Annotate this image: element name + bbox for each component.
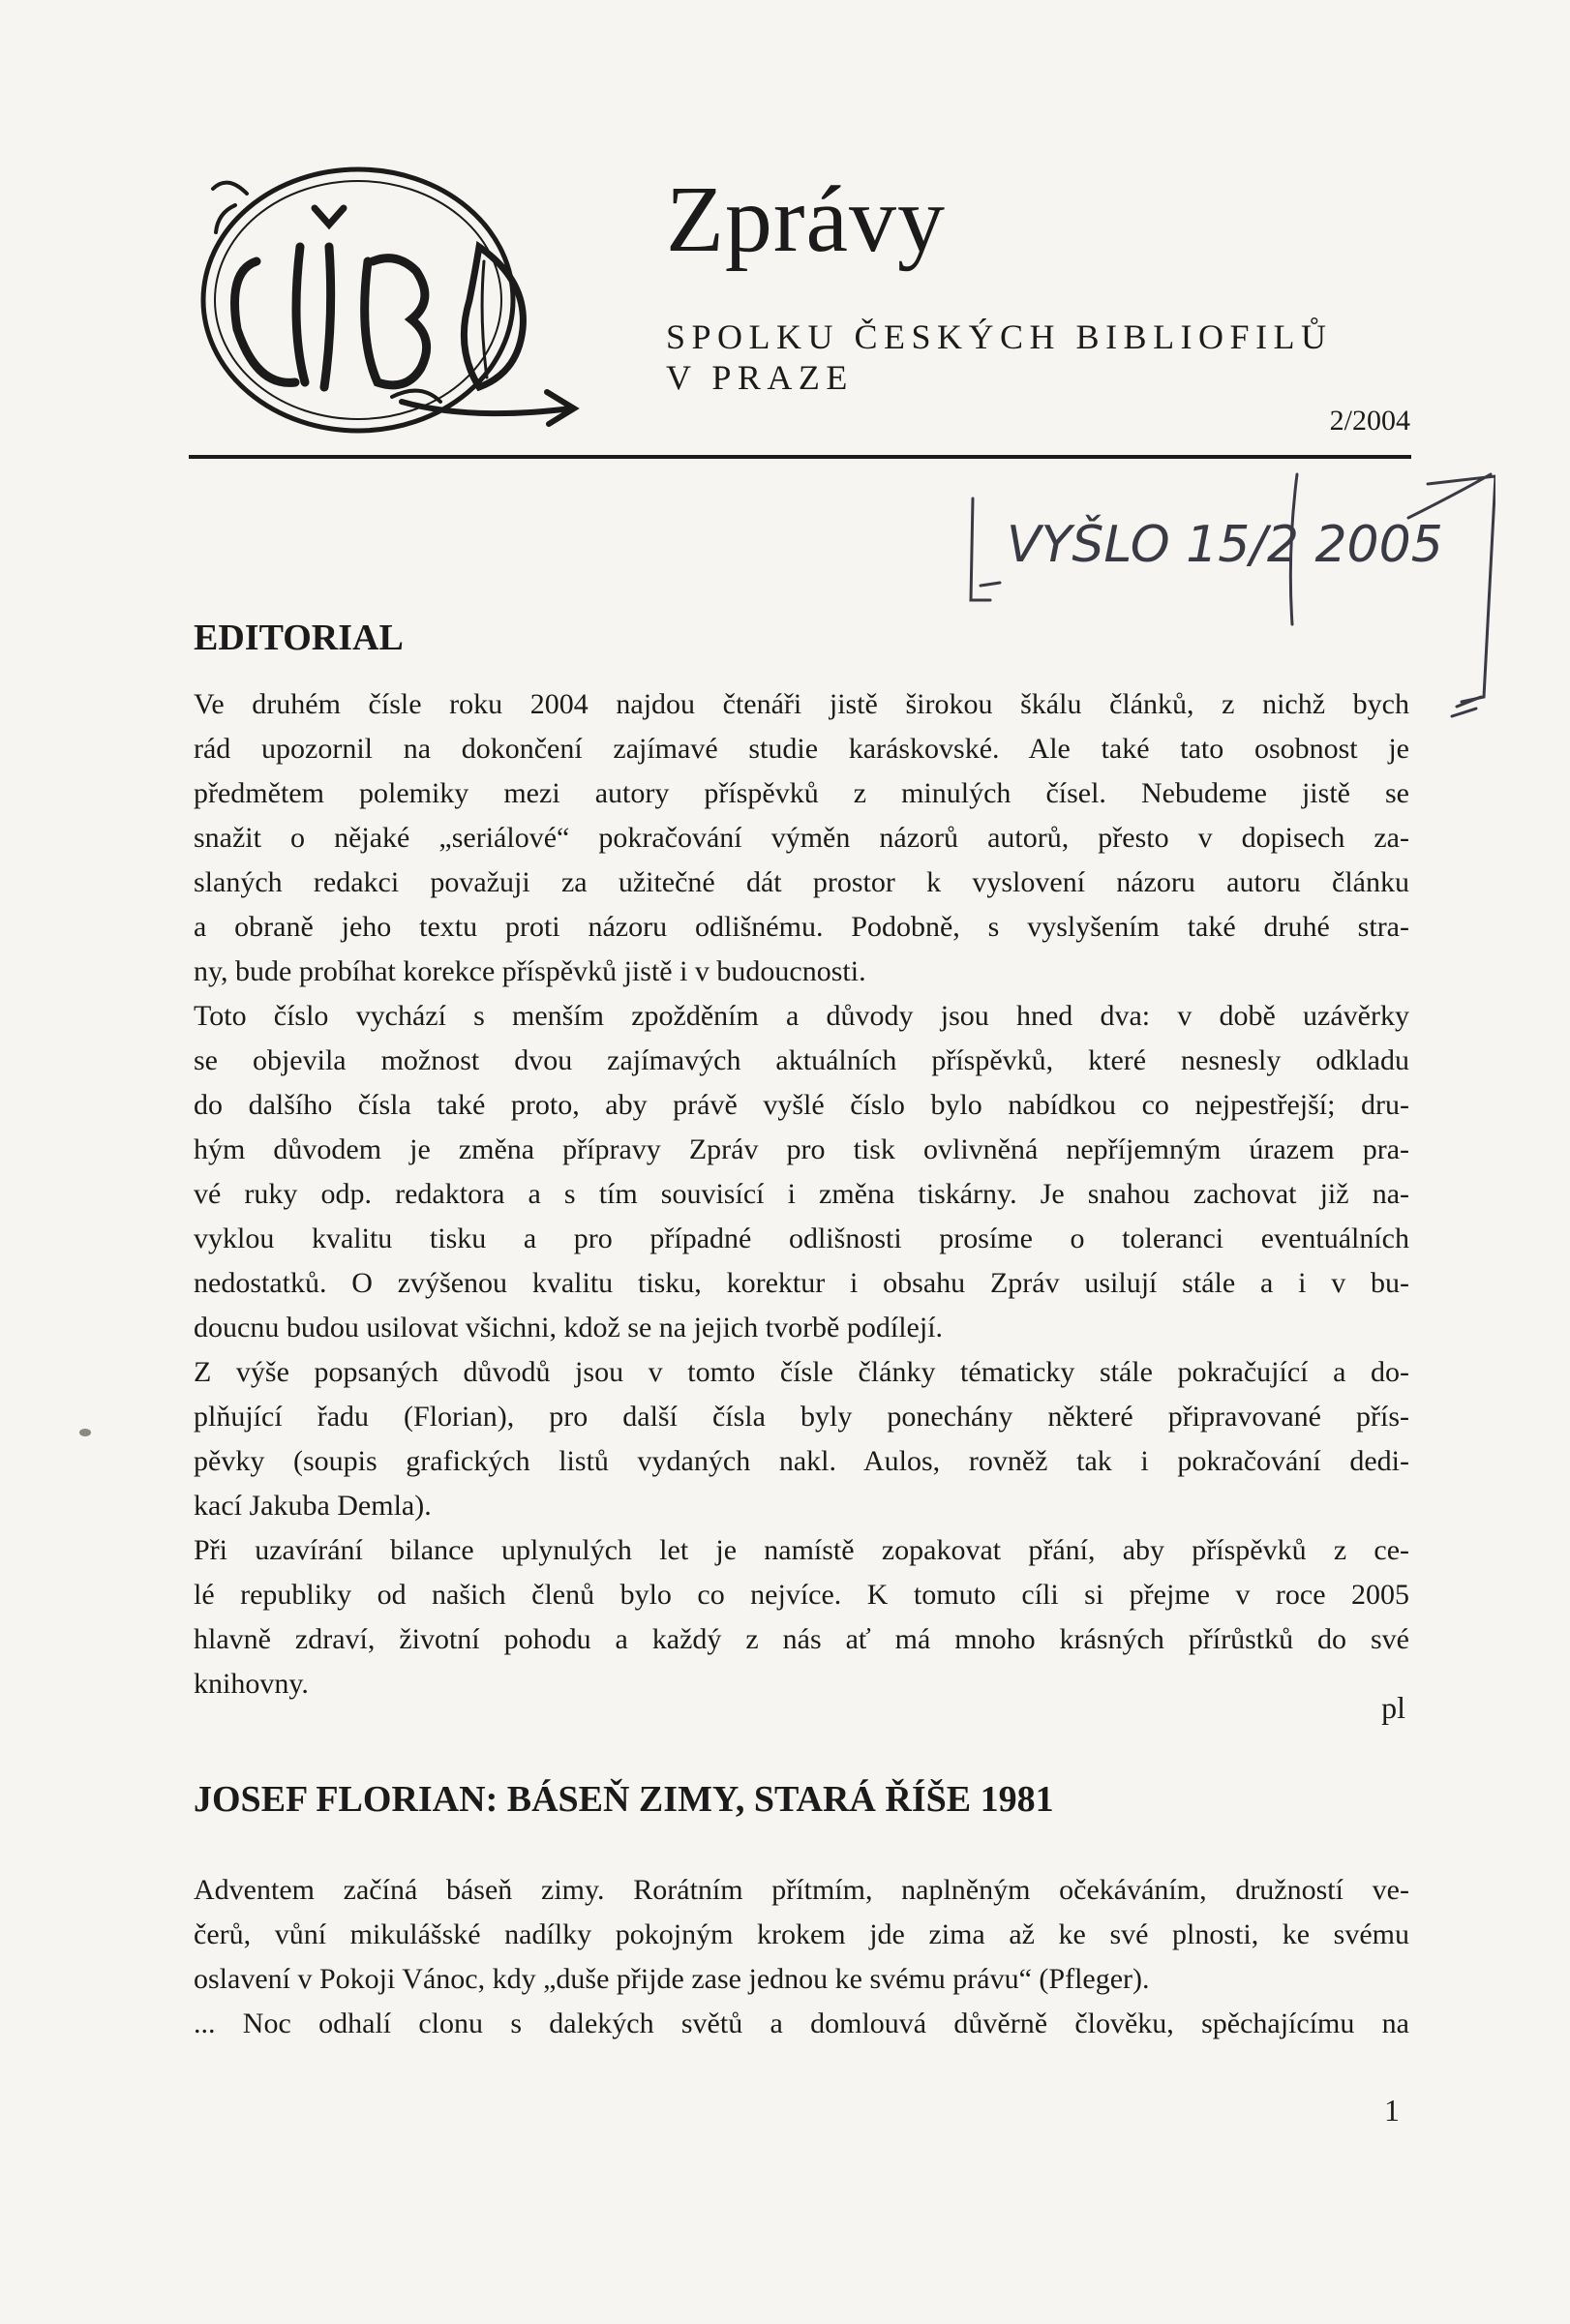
text-line: ny, bude probíhat korekce příspěvků jistě i v budoucnosti. — [194, 955, 866, 987]
text-line: ... Noc odhalí clonu s dalekých světů a domlouvá důvěrně člověku, spěchajícímu na — [194, 2007, 1409, 2039]
text-line: hlavně zdraví, životní pohodu a každý z nás ať má mnoho krásných přírůstků do své — [194, 1623, 1409, 1655]
text-line: do dalšího čísla také proto, aby právě vyšlé číslo bylo nabídkou co nejpestřejší; dru- — [194, 1089, 1409, 1121]
text-line: lé republiky od našich členů bylo co nejvíce. K tomuto cíli si přejme v roce 2005 — [194, 1579, 1409, 1611]
text-line: kací Jakuba Demla). — [194, 1490, 432, 1522]
text-line: slaných redakci považuji za užitečné dát prostor k vyslovení názoru autoru článku — [194, 866, 1409, 898]
text-line: Toto číslo vychází s menším zpožděním a důvody jsou hned dva: v době uzávěrky — [194, 1000, 1409, 1032]
issue-number: 2/2004 — [1329, 405, 1410, 437]
text-line: doucnu budou usilovat všichni, kdož se na jejich tvorbě podílejí. — [194, 1312, 944, 1343]
editorial-signature: pl — [1381, 1690, 1405, 1725]
editorial-heading: EDITORIAL — [194, 618, 404, 658]
text-line: pěvky (soupis grafických listů vydaných nakl. Aulos, rovněž tak i pokračování dedi- — [194, 1445, 1409, 1477]
masthead-title: Zprávy — [666, 167, 946, 272]
article-heading: JOSEF FLORIAN: BÁSEŇ ZIMY, STARÁ ŘÍŠE 1981 — [194, 1779, 1054, 1820]
page-number: 1 — [1384, 2093, 1400, 2128]
text-line: rád upozornil na dokončení zajímavé studie karáskovské. Ale také tato osobnost je — [194, 733, 1409, 765]
text-line: oslavení v Pokoji Vánoc, kdy „duše přijde zase jednou ke svému právu“ (Pfleger). — [194, 1963, 1150, 1995]
text-line: Při uzavírání bilance uplynulých let je namístě zopakovat přání, aby příspěvků z ce- — [194, 1534, 1409, 1566]
text-line: vé ruky odp. redaktora a s tím souvisící i změna tiskárny. Je snahou zachovat již na- — [194, 1178, 1409, 1210]
text-line: vyklou kvalitu tisku a pro případné odlišnosti prosíme o toleranci eventuálních — [194, 1222, 1409, 1254]
text-line: Adventem začíná báseň zimy. Rorátním přítmím, naplněným očekáváním, družností ve- — [194, 1874, 1409, 1906]
text-line: čerů, vůní mikulášské nadílky pokojným krokem jde zima až ke své plnosti, ke svému — [194, 1918, 1409, 1950]
text-line: hým důvodem je změna přípravy Zpráv pro tisk ovlivněná nepříjemným úrazem pra- — [194, 1133, 1409, 1165]
text-line: se objevila možnost dvou zajímavých aktuálních příspěvků, které nesnesly odkladu — [194, 1044, 1409, 1076]
masthead-subtitle-line1: SPOLKU ČESKÝCH BIBLIOFILŮ — [666, 317, 1333, 356]
print-speck — [79, 1429, 91, 1436]
text-line: předmětem polemiky mezi autory příspěvků z minulých čísel. Nebudeme jistě se — [194, 777, 1409, 809]
handwritten-note-text: VYŠLO 15/2 2005 — [1007, 516, 1443, 574]
scb-monogram-logo-icon — [189, 155, 586, 445]
text-line: plňující řadu (Florian), pro další čísla byly ponechány některé připravované přís- — [194, 1401, 1409, 1433]
text-line: a obraně jeho textu proti názoru odlišnému. Podobně, s vyslyšením také druhé stra- — [194, 911, 1409, 943]
masthead-subtitle-line2: V PRAZE — [666, 358, 854, 397]
editorial-body — [194, 682, 1409, 1706]
article-body — [194, 1868, 1409, 2046]
text-line: knihovny. — [194, 1668, 309, 1700]
text-line: Ve druhém čísle roku 2004 najdou čtenáři jistě širokou škálu článků, z nichž bych — [194, 688, 1409, 720]
text-line: nedostatků. O zvýšenou kvalitu tisku, korektur i obsahu Zpráv usilují stále a i v bu- — [194, 1267, 1409, 1299]
text-line: Z výše popsaných důvodů jsou v tomto čísle články tématicky stále pokračující a do- — [194, 1356, 1409, 1388]
text-line: snažit o nějaké „seriálové“ pokračování výměn názorů autorů, přesto v dopisech za- — [194, 822, 1409, 854]
